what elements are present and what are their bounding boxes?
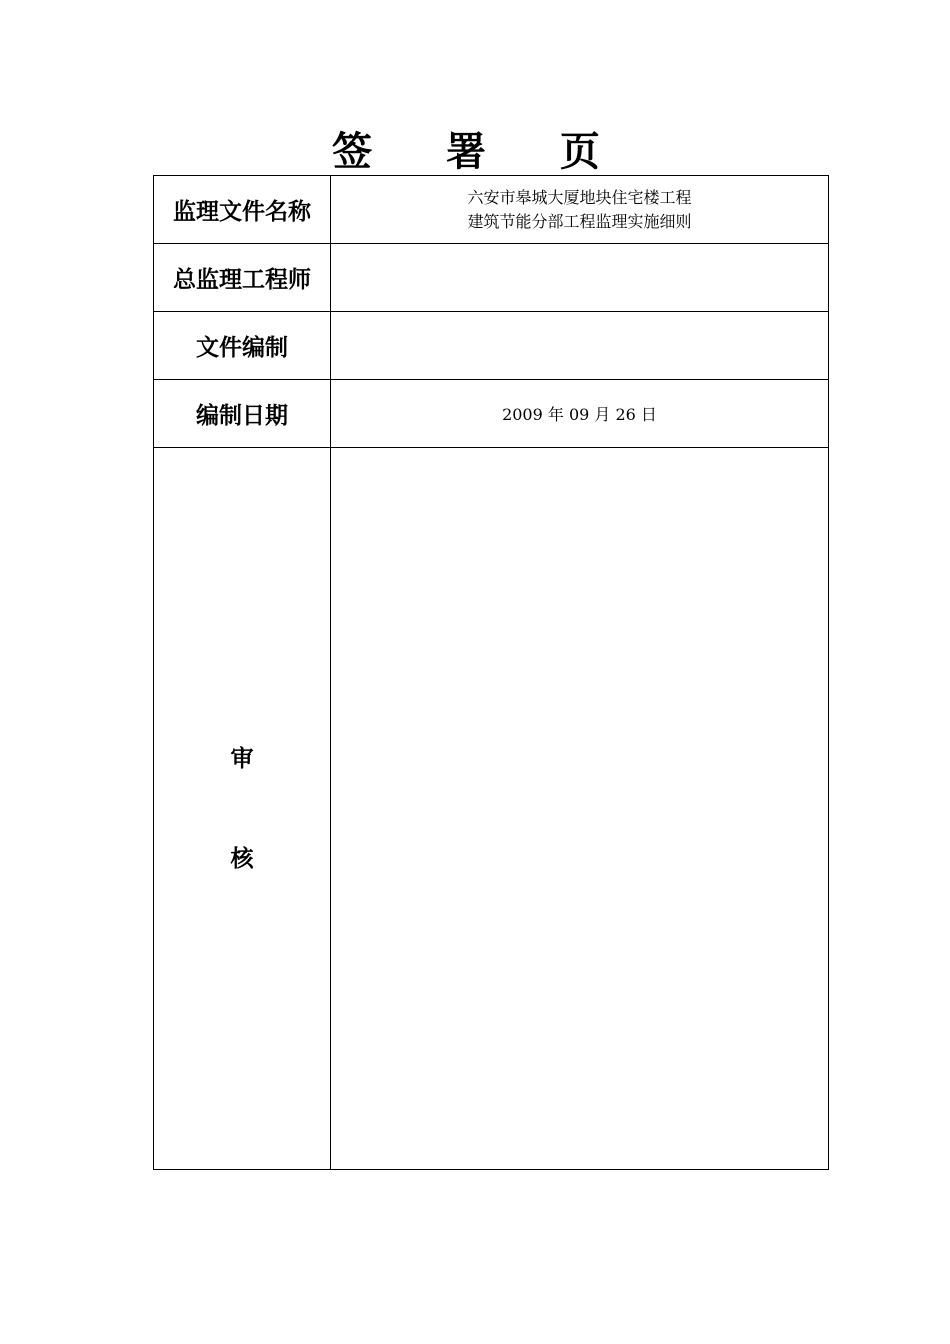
- table-row-chief-engineer: [154, 244, 829, 312]
- chief-engineer-value: [331, 244, 829, 312]
- table-row-file-name: [154, 176, 829, 244]
- review-value: [331, 448, 829, 1170]
- review-label-char2: 核: [230, 845, 254, 872]
- table-row-compiled-by: [154, 312, 829, 380]
- file-name-value-line1: 六安市皋城大厦地块住宅楼工程: [467, 187, 692, 207]
- compile-date-value: 2009 年 09 月 26 日: [331, 380, 829, 448]
- review-label-char1: 审: [230, 745, 254, 772]
- table-row-compile-date: [154, 380, 829, 448]
- page-title: 签 署 页: [332, 129, 630, 175]
- review-label: [154, 448, 331, 1170]
- table-row-review: [154, 448, 829, 1170]
- compiled-by-value: [331, 312, 829, 380]
- compiled-by-label: 文件编制: [154, 312, 331, 380]
- file-name-value-line2: 建筑节能分部工程监理实施细则: [467, 211, 692, 231]
- signature-table: [153, 175, 829, 1170]
- chief-engineer-label: 总监理工程师: [154, 244, 331, 312]
- compile-date-label: 编制日期: [154, 380, 331, 448]
- file-name-value: [331, 176, 829, 244]
- file-name-label: 监理文件名称: [154, 176, 331, 244]
